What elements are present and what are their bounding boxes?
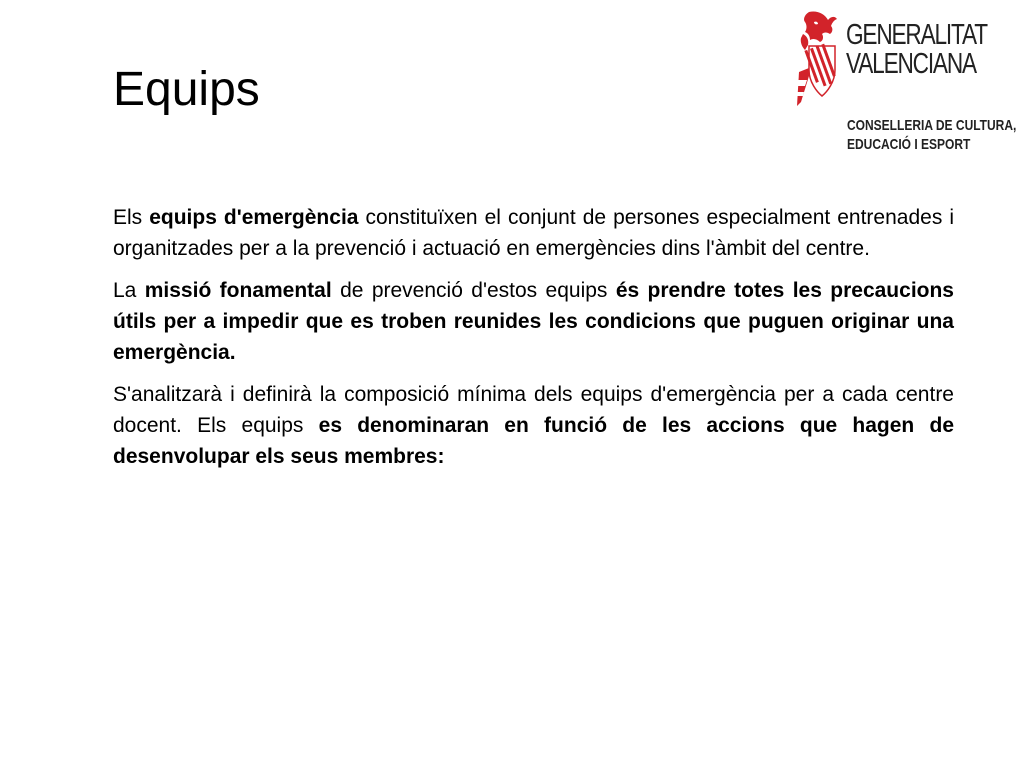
text-segment: S'analitzarà i definirà la composició mínima dels equips d'emergència per a cada centre docent. Els equips [113,383,954,437]
slide-body [113,202,954,483]
department-name [847,116,1016,154]
generalitat-logo [790,8,1020,158]
text-segment-bold: és prendre totes les precaucions útils per a impedir que es troben reunides les condicions que puguen originar una emergència. [113,279,954,364]
logo-line-1: GENERALITAT [846,19,987,51]
logo-line-2: VALENCIANA [846,48,976,80]
text-segment: La [113,279,145,302]
text-segment: de prevenció d'estos equips [331,279,616,302]
text-segment-bold: missió fonamental [144,279,332,302]
paragraph-fundamental-mission [113,275,954,368]
text-segment: Els [113,206,150,229]
text-segment: constituïxen el conjunt de persones especialment entrenades i organitzades per a la prevenció i actuació en emergències dins l'àmbit del centre. [113,206,955,260]
slide-title: Equips [113,63,260,116]
text-segment-bold: equips d'emergència [149,206,359,229]
paragraph-team-composition [113,379,954,472]
department-line-2: EDUCACIÓ I ESPORT [847,136,971,153]
paragraph-emergency-teams [113,202,954,264]
heraldic-dragon-icon [795,10,841,108]
logo-wordmark [846,21,987,79]
text-segment-bold: es denominaran en funció de les accions que hagen de desenvolupar els seus membres: [113,414,955,468]
department-line-1: CONSELLERIA DE CULTURA, [847,117,1017,134]
